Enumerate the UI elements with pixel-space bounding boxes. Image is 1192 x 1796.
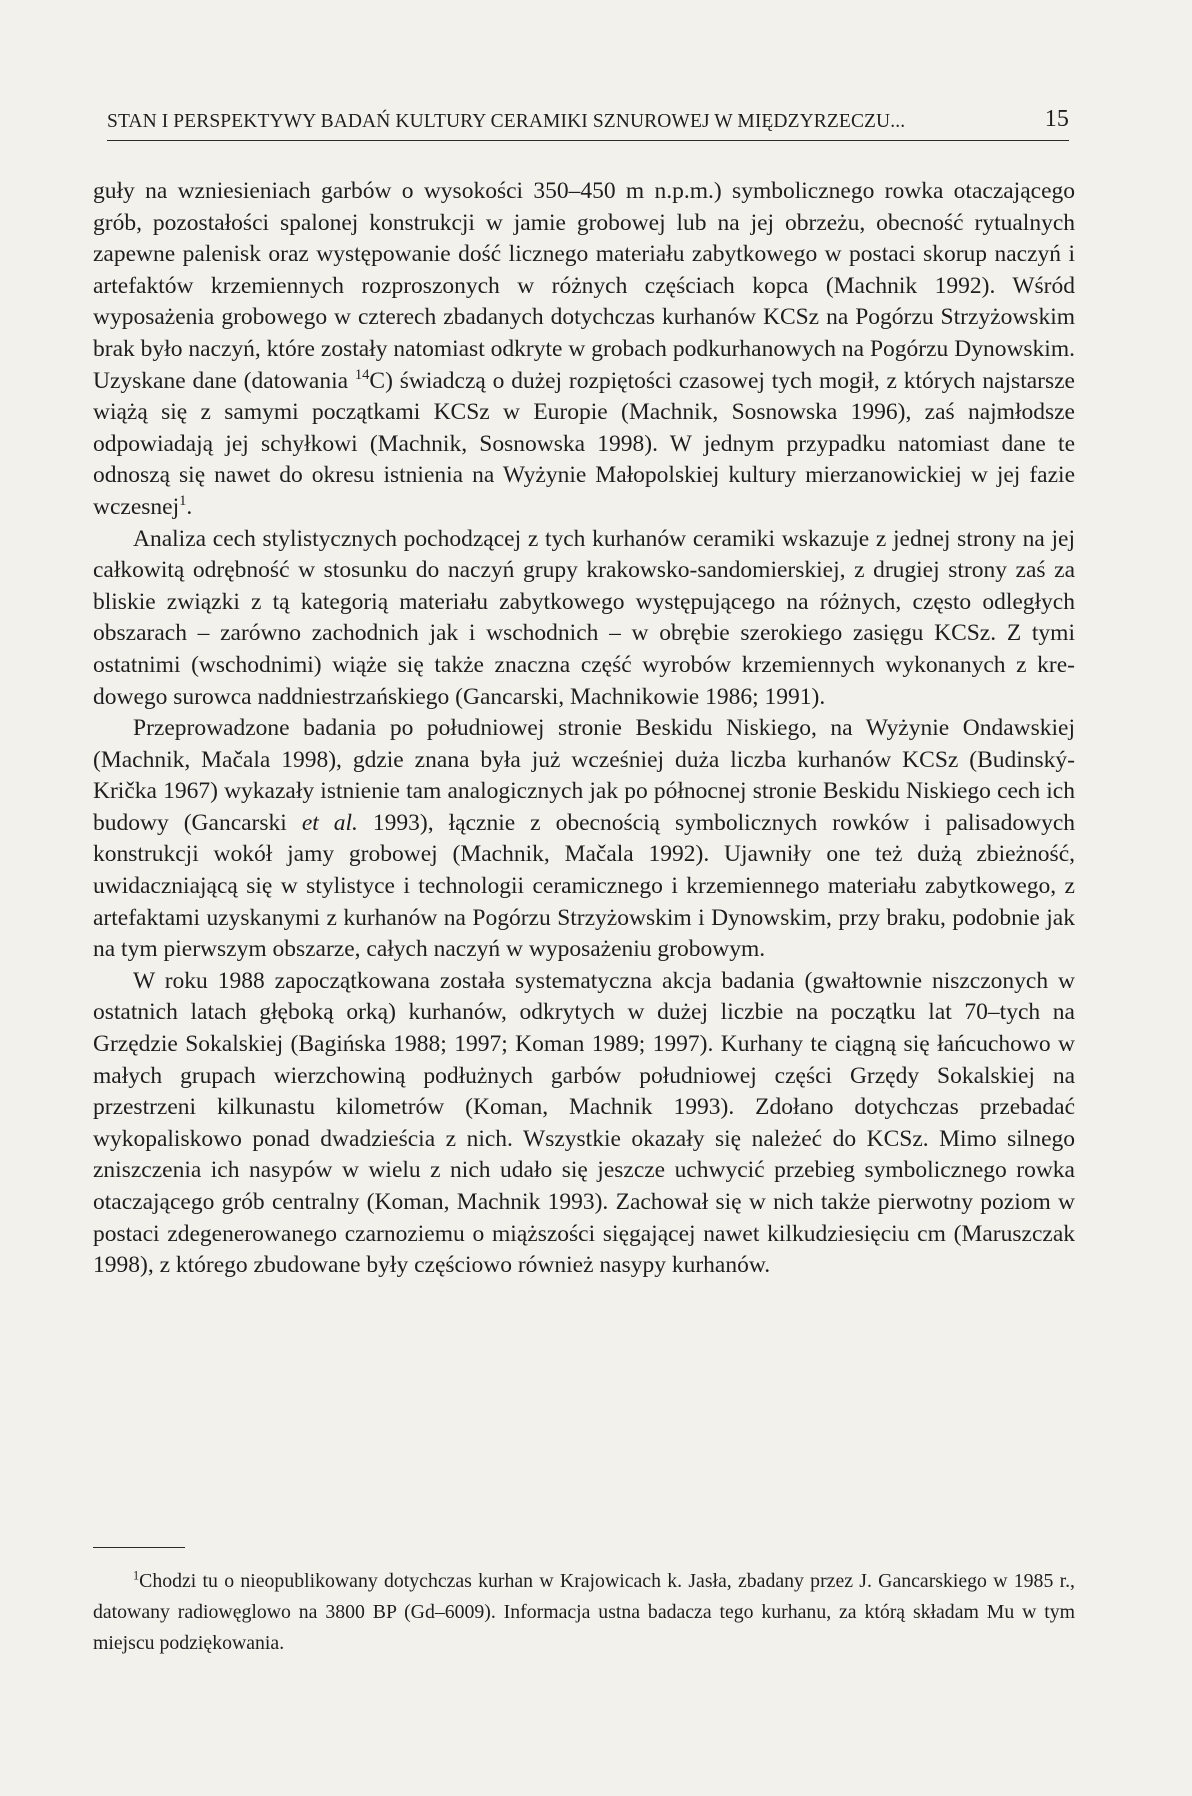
paragraph-2: Analiza cech stylistycznych pochodzącej z tych kurhanów ceramiki wskazuje z jednej strony na jej całkowitą odrębność w stosunku do naczyń grupy krakowsko-sandomierskiej, z drugiej strony zaś za bliskie związki z tą kategorią materiału zabytkowego występującego na różnych, często odległych obszarach – zarówno zachodnich jak i wschodnich – w obrębie szerokiego zasięgu KCSz. Z tymi ostatnimi (wschodnimi) wiąże się także znaczna część wyrobów krzemiennych wykonanych z kredowego surowca naddniestrzańskiego (Gancarski, Machnikowie 1986; 1991).	[93, 525, 1075, 710]
header-rule	[107, 140, 1069, 141]
header-title: STAN I PERSPEKTYWY BADAŃ KULTURY CERAMIKI SZNUROWEJ W MIĘDZYRZECZU...	[107, 111, 906, 132]
footnote-text: Chodzi tu o nieopublikowany dotychczas kurhan w Krajowicach k. Jasła, zbadany przez J. Gancarskiego w 1985 r., datowany radiowęglowo na 3800 BP (Gd–6009). Informacja ustna badacza tego kurhanu, za którą składam Mu w tym miejscu podziękowania.	[93, 1570, 1075, 1654]
footnote-mark: 1	[133, 1568, 140, 1583]
paragraph-4: W roku 1988 zapoczątkowana została systematyczna akcja badania (gwałtownie niszczonych w ostatnich latach głęboką orką) kurhanów, odkrytych w dużej liczbie na początku lat 70–tych na Grzędzie Sokalskiej (Bagińska 1988; 1997; Koman 1989; 1997). Kurhany te ciągną się łańcuchowo w małych grupach wierzchowiną podłużnych garbów południowej części Grzędy Sokalskiej na przestrzeni kilkunastu kilometrów (Koman, Machnik 1993). Zdołano dotychczas przebadać wykopaliskowo ponad dwadzieścia z nich. Wszystkie okazały się należeć do KCSz. Mimo silnego zniszczenia ich nasypów w wielu z nich udało się jeszcze uchwycić przebieg symbolicznego rowka otaczającego grób centralny (Koman, Machnik 1993). Zachował się w nich także pierwotny poziom w postaci zdegenerowanego czarnoziemu o miąższości sięgającej nawet kilkudziesięciu cm (Maruszczak 1998), z którego zbudowane były częściowo również nasypy kurhanów.	[93, 967, 1075, 1279]
italic-et-al: et al.	[301, 809, 358, 836]
paragraph-3-text: Przeprowadzone badania po południowej stronie Beskidu Niskiego, na Wyżynie Ondawskiej (Machnik, Mačala 1998), gdzie znana była już wcześniej duża liczba kurhanów KCSz (Budinský-Krička 1967) wykazały istnienie tam analogicznych jak po północnej stronie Beskidu Niskiego cech ich budowy (Gancarski	[93, 715, 1075, 836]
paragraph-1-end: .	[186, 493, 193, 520]
paragraph-1-text-cont: C) świadczą o dużej rozpiętości czasowej tych mogił, z których najstarsze wiążą się z samymi początkami KCSz w Europie (Machnik, Sosnowska 1996), zaś najmłodsze odpowiadają jej schyłkowi (Machnik, Sosnowska 1998). W jednym przypadku natomiast dane te odnoszą się nawet do okresu istnienia na Wyżynie Małopolskiej kultury mierzanowickiej w jej fazie wczesnej	[93, 367, 1075, 520]
footnote-paragraph	[93, 1566, 1075, 1659]
body-text	[93, 176, 1075, 1282]
page-number: 15	[1044, 106, 1069, 132]
paragraph-3-text-cont: 1993), łącznie z obecnością symbolicznych rowków i palisadowych konstrukcji wokół jamy grobowej (Machnik, Mačala 1992). Ujawniły one też dużą zbieżność, uwidaczniającą się w stylistyce i technologii ceramicznego i krzemiennego materiału zabytkowego, z artefaktami uzyskanymi z kurhanów na Pogórzu Strzyżowskim i Dynowskim, przy braku, podobnie jak na tym pierwszym obszarze, całych naczyń w wyposażeniu grobowym.	[93, 809, 1076, 963]
footnote-reference: 1	[179, 493, 187, 510]
paragraph-3	[93, 713, 1075, 966]
paragraph-1	[93, 176, 1075, 524]
footnote-rule	[93, 1547, 185, 1548]
footnote	[93, 1566, 1075, 1659]
isotope-superscript: 14	[354, 366, 370, 383]
paragraph-1-text: guły na wzniesieniach garbów o wysokości 350–450 m n.p.m.) symbolicznego rowka otaczającego grób, pozostałości spalonej konstrukcji w jamie grobowej lub na jej obrzeżu, obecność rytualnych zapewne palenisk oraz występowanie dość licznego materiału zabytkowego w postaci skorup naczyń i artefaktów krzemiennych rozproszonych w różnych częściach kopca (Machnik 1992). Wśród wyposażenia grobowego w czterech zbadanych dotychczas kurhanów KCSz na Pogórzu Strzyżowskim brak było naczyń, które zostały natomiast odkryte w grobach podkurhanowych na Pogórzu Dynowskim. Uzyskane dane (datowania	[93, 178, 1075, 394]
